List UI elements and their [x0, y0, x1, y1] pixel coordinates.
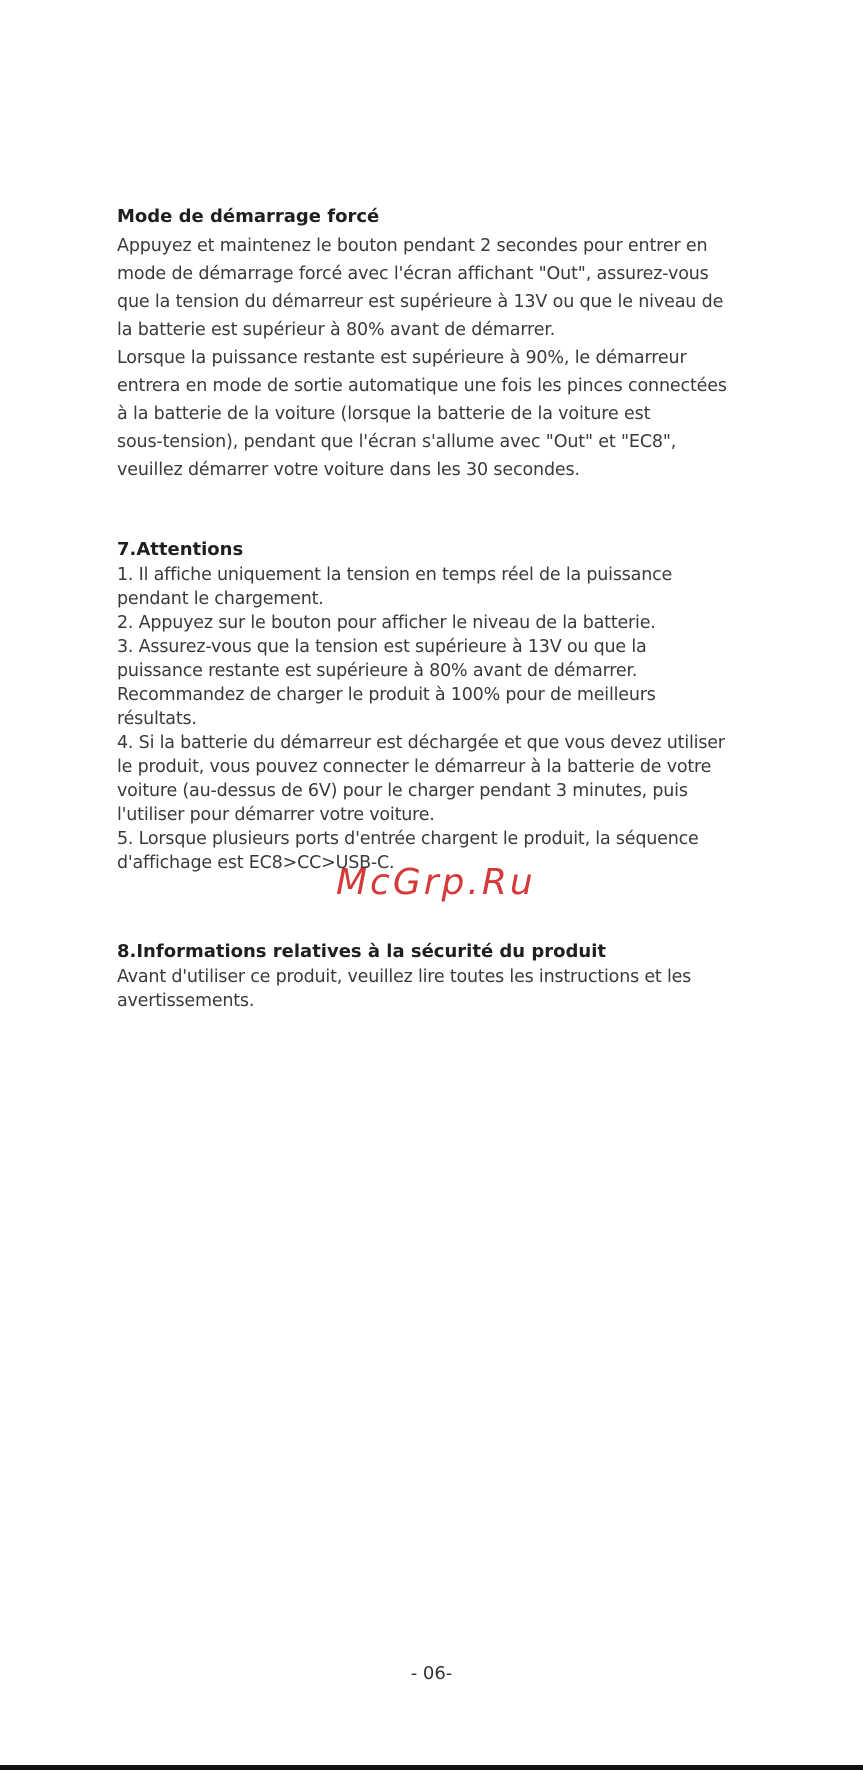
attentions-heading: 7.Attentions	[117, 539, 244, 560]
attentions-line: 5. Lorsque plusieurs ports d'entrée chargent le produit, la séquence	[117, 829, 699, 849]
attentions-line: voiture (au-dessus de 6V) pour le charger pendant 3 minutes, puis	[117, 781, 688, 801]
safety-line: Avant d'utiliser ce produit, veuillez lire toutes les instructions et les	[117, 967, 692, 987]
attentions-line: pendant le chargement.	[117, 589, 324, 609]
attentions-line: 4. Si la batterie du démarreur est déchargée et que vous devez utiliser	[117, 733, 725, 753]
forced-start-line: Lorsque la puissance restante est supérieure à 90%, le démarreur	[117, 348, 687, 368]
forced-start-line: Appuyez et maintenez le bouton pendant 2 secondes pour entrer en	[117, 236, 708, 256]
attentions-line: le produit, vous pouvez connecter le démarreur à la batterie de votre	[117, 757, 712, 777]
forced-start-line: mode de démarrage forcé avec l'écran affichant "Out", assurez-vous	[117, 264, 709, 284]
attentions-line: l'utiliser pour démarrer votre voiture.	[117, 805, 435, 825]
attentions-section	[117, 537, 757, 875]
page-number: - 06-	[410, 1663, 453, 1684]
attentions-line: puissance restante est supérieure à 80% avant de démarrer.	[117, 661, 638, 681]
watermark-text: McGrp.Ru	[336, 862, 536, 903]
bottom-border	[0, 1765, 863, 1770]
forced-start-heading: Mode de démarrage forcé	[117, 206, 380, 227]
attentions-line: 2. Appuyez sur le bouton pour afficher le niveau de la batterie.	[117, 613, 656, 633]
safety-heading: 8.Informations relatives à la sécurité du produit	[117, 941, 606, 962]
safety-section	[117, 939, 757, 1013]
forced-start-line: entrera en mode de sortie automatique une fois les pinces connectées	[117, 376, 727, 396]
forced-start-line: à la batterie de la voiture (lorsque la batterie de la voiture est	[117, 404, 651, 424]
forced-start-line: la batterie est supérieur à 80% avant de démarrer.	[117, 320, 556, 340]
forced-start-line: sous-tension), pendant que l'écran s'allume avec "Out" et "EC8",	[117, 432, 677, 452]
safety-line: avertissements.	[117, 991, 255, 1011]
forced-start-line: veuillez démarrer votre voiture dans les 30 secondes.	[117, 460, 580, 480]
attentions-line: d'affichage est EC8>CC>USB-C.	[117, 853, 395, 873]
attentions-line: 3. Assurez-vous que la tension est supérieure à 13V ou que la	[117, 637, 647, 657]
attentions-line: résultats.	[117, 709, 197, 729]
attentions-line: 1. Il affiche uniquement la tension en temps réel de la puissance	[117, 565, 673, 585]
forced-start-section	[117, 204, 757, 484]
attentions-line: Recommandez de charger le produit à 100% pour de meilleurs	[117, 685, 656, 705]
forced-start-line: que la tension du démarreur est supérieure à 13V ou que le niveau de	[117, 292, 724, 312]
